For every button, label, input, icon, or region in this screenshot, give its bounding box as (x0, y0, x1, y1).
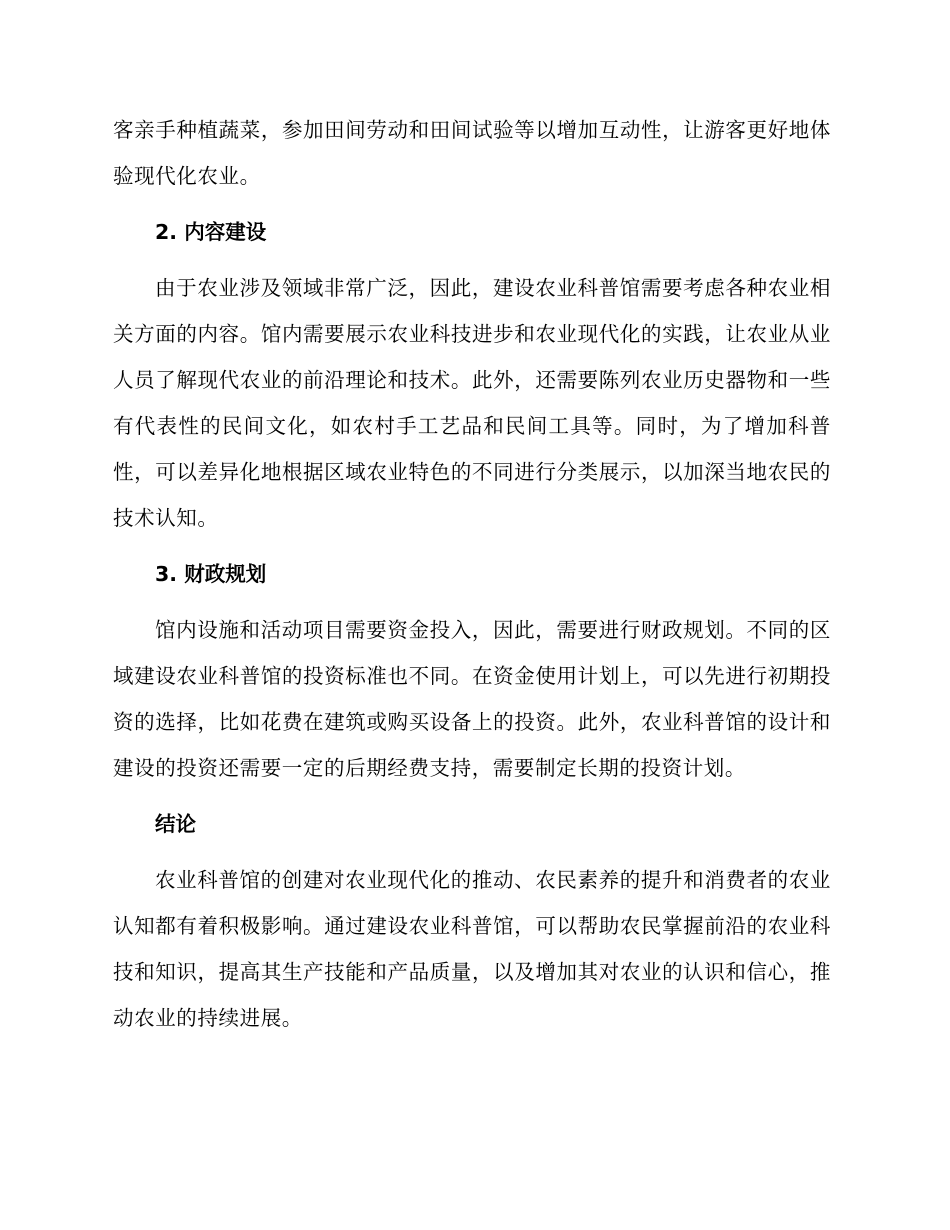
spacer (113, 791, 831, 801)
section-paragraph-financial-planning: 馆内设施和活动项目需要资金投入，因此，需要进行财政规划。不同的区域建设农业科普馆的投资标准也不同。在资金使用计划上，可以先进行初期投资的选择，比如花费在建筑或购买设备上的投资。此外，农业科普馆的设计和建设的投资还需要一定的后期经费支持，需要制定长期的投资计划。 (113, 618, 831, 780)
section-heading-content-construction: 2. 内容建设 (155, 220, 267, 244)
section-heading-conclusion: 结论 (155, 812, 196, 836)
section-paragraph-conclusion: 农业科普馆的创建对农业现代化的推动、农民素养的提升和消费者的农业认知都有着积极影响。通过建设农业科普馆，可以帮助农民掌握前沿的农业科技和知识，提高其生产技能和产品质量，以及增加其对农业的认识和信心，推动农业的持续进展。 (113, 868, 831, 1030)
spacer (113, 597, 831, 607)
document-body (113, 107, 831, 1041)
section-paragraph-content-construction: 由于农业涉及领域非常广泛，因此，建设农业科普馆需要考虑各种农业相关方面的内容。馆内需要展示农业科技进步和农业现代化的实践，让农业从业人员了解现代农业的前沿理论和技术。此外，还需要陈列农业历史器物和一些有代表性的民间文化，如农村手工艺品和民间工具等。同时，为了增加科普性，可以差异化地根据区域农业特色的不同进行分类展示，以加深当地农民的技术认知。 (113, 276, 831, 530)
spacer (113, 541, 831, 551)
continuation-paragraph: 客亲手种植蔬菜，参加田间劳动和田间试验等以增加互动性，让游客更好地体验现代化农业。 (113, 118, 831, 188)
spacer (113, 199, 831, 209)
spacer (113, 255, 831, 265)
section-heading-financial-planning: 3. 财政规划 (155, 562, 267, 586)
spacer (113, 847, 831, 857)
